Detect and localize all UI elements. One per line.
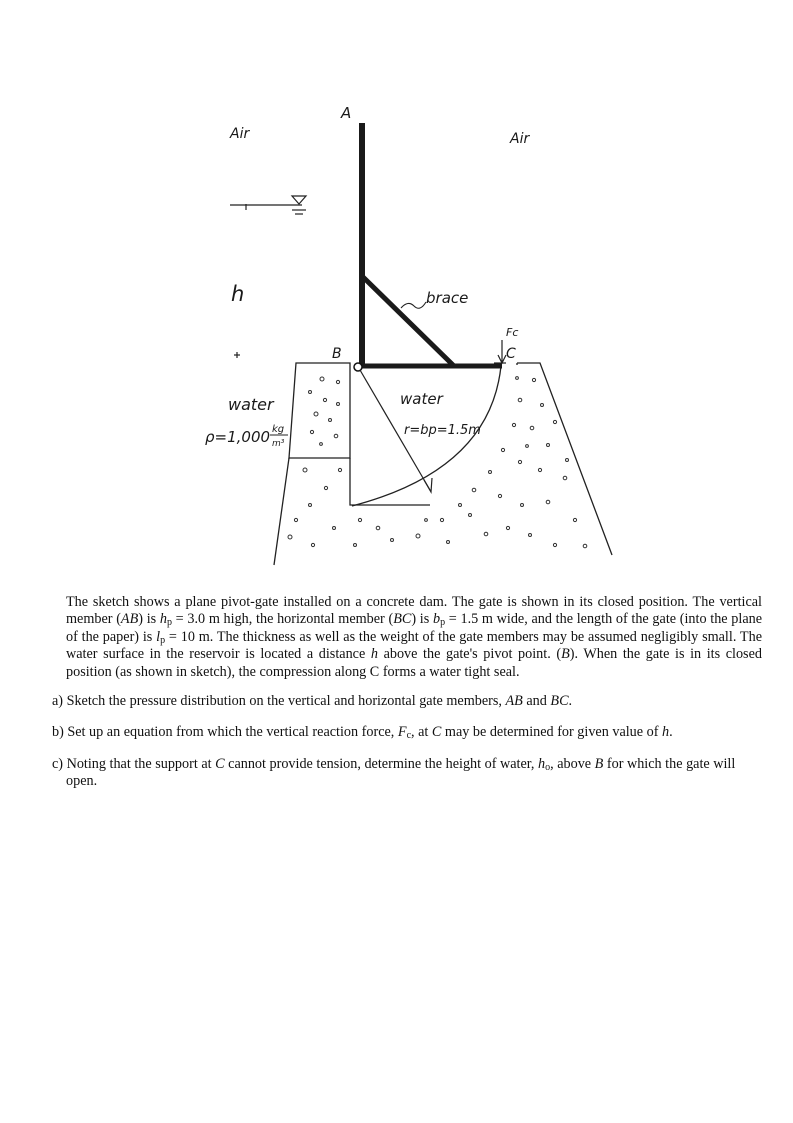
- label-height-h: h: [231, 282, 245, 306]
- water-surface-marker: [230, 196, 306, 214]
- force-fc-arrow: [494, 340, 506, 363]
- dam-right-face: [517, 363, 612, 555]
- label-density: ρ=1,000: [205, 428, 271, 446]
- radius-arrowhead: [424, 478, 432, 492]
- h-dimension-tick: [234, 352, 240, 358]
- label-air-left: Air: [230, 126, 250, 142]
- question-b: b) Set up an equation from which the vertical reaction force, $F_c$, at C may be determined for given value of h.: [52, 724, 673, 742]
- label-water-right: water: [400, 390, 443, 408]
- label-water-left: water: [228, 395, 274, 414]
- problem-statement: [52, 594, 762, 791]
- label-force-fc: Fc: [506, 326, 519, 339]
- brace-leader: [401, 302, 426, 308]
- label-radius: r=bp=1.5m: [404, 423, 481, 438]
- label-density-unit-den: m³: [272, 439, 285, 449]
- question-c: c) Noting that the support at C cannot provide tension, determine the height of water, $h_o$, above B for which the gate will open.: [52, 755, 736, 790]
- label-point-a: A: [341, 104, 352, 122]
- label-air-right: Air: [510, 131, 530, 147]
- problem-intro: The sketch shows a plane pivot-gate installed on a concrete dam. The gate is shown in its closed position. The vertical member (AB) is $h_p = 3.0$ m high, the horizontal member (BC) is $b_p = 1.5$ m wide, and the length of the gate (into the plane of the paper) is $l_p = 10$ m. The thickness as well as the weight of the gate members may be assumed negligibly small. The water surface in the reservoir is located a distance h above the gate's pivot point. (B). When the gate is in its closed position (as shown in sketch), the compression along C forms a water tight seal.: [66, 594, 763, 680]
- pivot-b: [354, 363, 362, 371]
- label-brace: brace: [426, 289, 469, 307]
- label-density-unit-num: kg: [272, 424, 285, 435]
- label-point-c: C: [506, 346, 516, 362]
- label-point-b: B: [332, 346, 342, 362]
- question-a: a) Sketch the pressure distribution on the vertical and horizontal gate members, AB and BC.: [52, 693, 573, 710]
- dam-base: [274, 458, 430, 565]
